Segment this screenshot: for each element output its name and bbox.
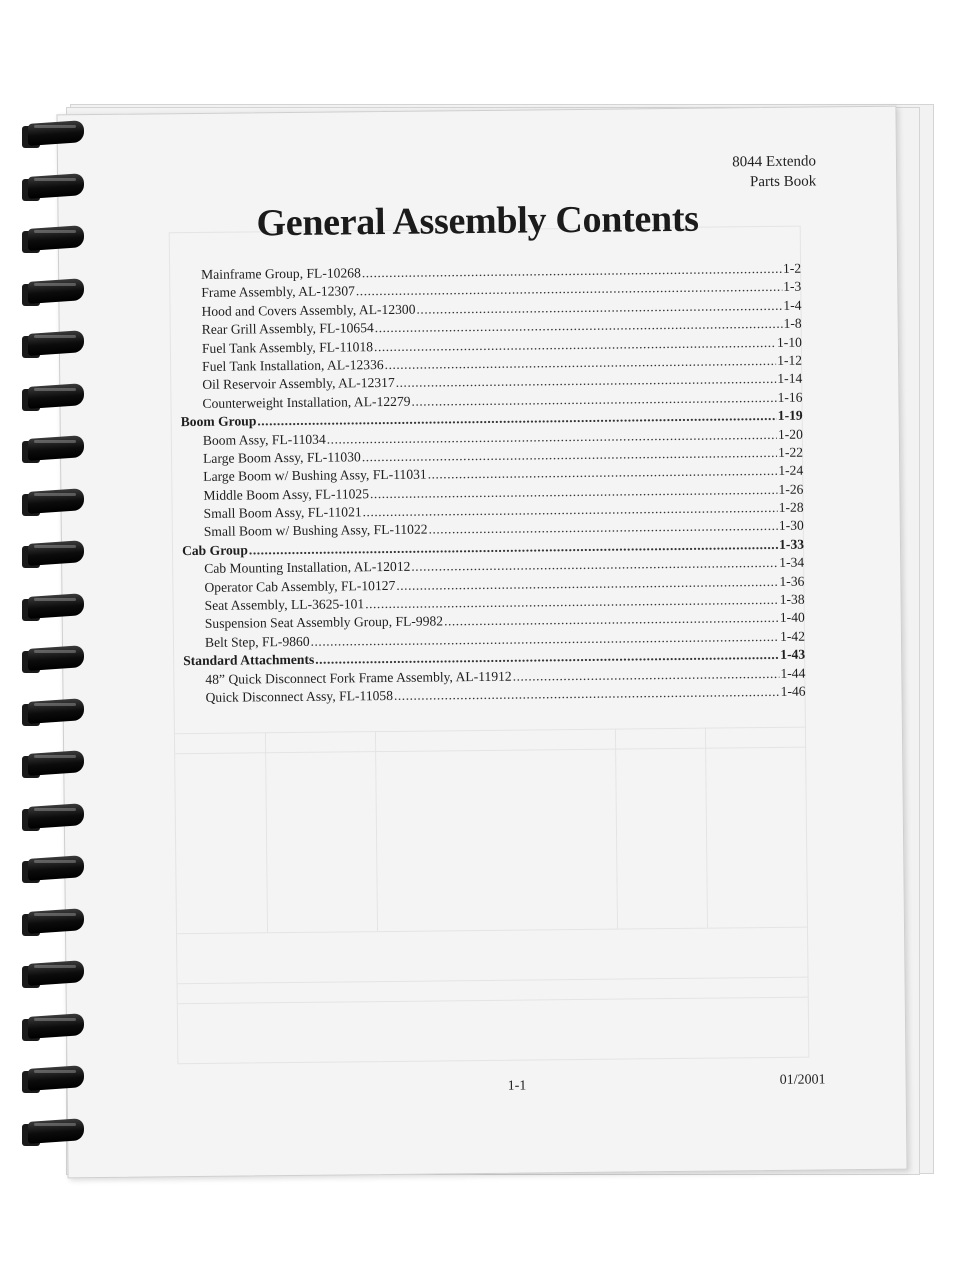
toc-entry-page: 1-4: [783, 297, 802, 313]
toc-entry-label: Seat Assembly, LL-3625-101: [204, 596, 365, 613]
toc-entry-label: Hood and Covers Assembly, AL-12300: [201, 301, 416, 319]
toc-dot-leader: [396, 574, 778, 594]
toc-entry-page: 1-12: [777, 352, 803, 368]
toc-entry-page: 1-3: [783, 279, 802, 295]
toc-entry-label: Middle Boom Assy, FL-11025: [203, 485, 370, 503]
table-of-contents: [179, 261, 806, 709]
toc-entry-label: Fuel Tank Assembly, FL-11018: [201, 338, 374, 356]
toc-entry-label: Standard Attachments: [183, 651, 315, 669]
toc-entry-page: 1-38: [779, 591, 805, 607]
binding-coil: [18, 803, 84, 833]
toc-entry-label: Small Boom Assy, FL-11021: [203, 504, 362, 521]
toc-dot-leader: [374, 334, 776, 354]
toc-entry-page: 1-22: [778, 444, 804, 460]
binding-coil: [18, 120, 84, 150]
binding-coil: [18, 855, 84, 885]
toc-entry-label: Belt Step, FL-9860: [204, 633, 310, 650]
toc-entry-page: 1-40: [779, 610, 805, 626]
toc-dot-leader: [365, 592, 779, 612]
toc-dot-leader: [362, 445, 778, 465]
binding-coil: [18, 1013, 84, 1043]
toc-entry-label: Fuel Tank Installation, AL-12336: [202, 356, 384, 374]
toc-entry-page: 1-44: [780, 665, 806, 681]
toc-entry-page: 1-46: [780, 683, 806, 699]
document-header: [732, 151, 816, 192]
binding-coil: [18, 1065, 84, 1095]
binding-coil: [18, 488, 84, 518]
binding-coil: [18, 383, 84, 413]
toc-dot-leader: [416, 298, 782, 318]
binding-coil: [18, 750, 84, 780]
binding-coil: [18, 225, 84, 255]
toc-entry-page: 1-24: [778, 462, 804, 479]
toc-dot-leader: [428, 518, 778, 538]
binding-coil: [18, 1118, 84, 1148]
toc-dot-leader: [513, 665, 780, 684]
toc-dot-leader: [411, 390, 776, 410]
toc-entry-label: Counterweight Installation, AL-12279: [202, 393, 411, 411]
header-model: 8044 Extendo: [732, 153, 817, 171]
toc-entry-page: 1-30: [778, 518, 804, 534]
toc-dot-leader: [428, 463, 778, 483]
toc-entry-label: Suspension Seat Assembly Group, FL-9982: [204, 613, 444, 632]
document-page: [56, 106, 907, 1179]
toc-entry-label: Small Boom w/ Bushing Assy, FL-11022: [203, 522, 428, 540]
toc-entry-label: Operator Cab Assembly, FL-10127: [204, 577, 396, 595]
binding-coil: [18, 593, 84, 623]
binding-coil: [18, 173, 84, 203]
toc-entry-label: 48” Quick Disconnect Fork Frame Assembly, AL-11912: [205, 668, 512, 687]
toc-entry-label: Cab Group: [181, 542, 248, 558]
toc-entry-page: 1-36: [779, 573, 805, 589]
toc-entry-page: 1-8: [783, 315, 802, 331]
spiral-binding: [18, 120, 88, 1170]
toc-entry-page: 1-42: [779, 628, 806, 644]
footer-date: 01/2001: [779, 1072, 826, 1088]
toc-entry-page: 1-20: [777, 426, 803, 442]
toc-dot-leader: [411, 555, 778, 575]
binding-coil: [18, 278, 84, 308]
toc-dot-leader: [362, 261, 782, 281]
toc-entry-page: 1-28: [778, 499, 804, 515]
toc-dot-leader: [396, 371, 777, 391]
toc-entry-page: 1-34: [779, 554, 805, 571]
toc-dot-leader: [394, 684, 780, 704]
toc-entry-page: 1-10: [776, 334, 802, 350]
footer-page-number: 1-1: [507, 1078, 527, 1094]
page-title: General Assembly Contents: [256, 197, 699, 245]
toc-entry-page: 1-16: [777, 389, 803, 405]
toc-entry-label: Boom Assy, FL-11034: [202, 431, 326, 448]
toc-entry-label: Large Boom w/ Bushing Assy, FL-11031: [203, 466, 427, 485]
toc-entry-label: Frame Assembly, AL-12307: [201, 283, 355, 301]
toc-entry-label: Oil Reservoir Assembly, AL-12317: [202, 375, 395, 393]
toc-entry-label: Boom Group: [180, 413, 257, 430]
toc-entry-label: Mainframe Group, FL-10268: [201, 265, 361, 282]
toc-dot-leader: [356, 279, 782, 299]
binding-coil: [18, 698, 84, 728]
toc-dot-leader: [370, 482, 778, 502]
header-book-name: Parts Book: [749, 173, 817, 191]
binding-coil: [18, 540, 84, 570]
binding-coil: [18, 435, 84, 465]
toc-dot-leader: [327, 426, 777, 447]
toc-entry-label: Rear Grill Assembly, FL-10654: [201, 320, 374, 338]
toc-dot-leader: [385, 353, 777, 373]
toc-dot-leader: [444, 610, 779, 630]
toc-entry-page: 1-33: [778, 536, 805, 552]
toc-entry-label: Quick Disconnect Assy, FL-11058: [205, 687, 394, 705]
binding-coil: [18, 330, 84, 360]
binding-coil: [18, 645, 84, 675]
toc-dot-leader: [315, 647, 779, 668]
binding-coil: [18, 960, 84, 990]
toc-entry-page: 1-43: [780, 646, 806, 663]
toc-entry-label: Cab Mounting Installation, AL-12012: [204, 558, 411, 577]
toc-entry-page: 1-2: [782, 260, 802, 276]
toc-entry-page: 1-19: [777, 407, 803, 424]
binding-coil: [18, 908, 84, 938]
toc-dot-leader: [375, 316, 783, 336]
toc-entry-label: Large Boom Assy, FL-11030: [202, 449, 361, 466]
toc-entry-page: 1-26: [778, 481, 804, 497]
toc-dot-leader: [363, 500, 778, 520]
toc-entry-page: 1-14: [777, 370, 803, 387]
